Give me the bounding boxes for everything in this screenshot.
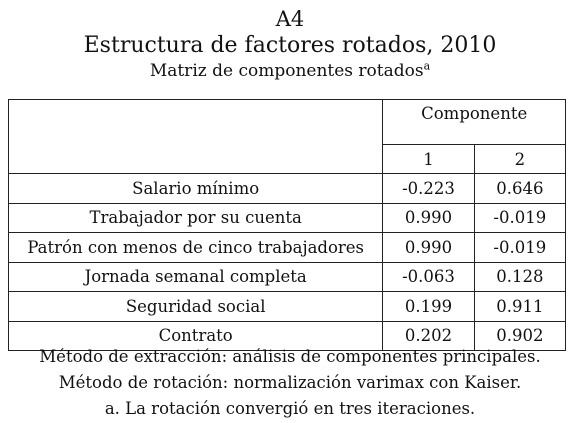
component-number-2: 2 <box>474 145 565 174</box>
loading-component-2: 0.646 <box>474 174 565 204</box>
loading-component-2: 0.902 <box>474 321 565 351</box>
document-header <box>0 0 580 82</box>
table-row <box>9 203 566 233</box>
variable-label: Patrón con menos de cinco trabajadores <box>9 233 383 263</box>
component-number-1: 1 <box>383 145 474 174</box>
note-rotation-method: Método de rotación: normalización varimax con Kaiser. <box>58 373 522 392</box>
variable-label: Jornada semanal completa <box>9 262 383 292</box>
variable-label: Trabajador por su cuenta <box>9 203 383 233</box>
loading-component-1: 0.199 <box>383 292 474 322</box>
loading-component-1: 0.202 <box>383 321 474 351</box>
table-title: Estructura de factores rotados, 2010 <box>83 33 497 58</box>
table-row <box>9 233 566 263</box>
table-notes <box>0 344 580 422</box>
table-row <box>9 292 566 322</box>
empty-header-cell <box>9 100 383 174</box>
header-row-component <box>9 100 566 145</box>
loading-component-1: -0.223 <box>383 174 474 204</box>
appendix-label: A4 <box>275 7 305 31</box>
loading-component-2: -0.019 <box>474 203 565 233</box>
component-header: Componente <box>383 100 566 145</box>
note-extraction-method: Método de extracción: análisis de componentes principales. <box>39 347 541 366</box>
loading-component-2: 0.911 <box>474 292 565 322</box>
table-subtitle <box>0 60 580 82</box>
subtitle-text: Matriz de componentes rotados <box>149 61 424 81</box>
loading-component-2: 0.128 <box>474 262 565 292</box>
loading-component-1: 0.990 <box>383 203 474 233</box>
table-row <box>9 174 566 204</box>
footnote-marker: a <box>423 59 431 73</box>
loading-component-2: -0.019 <box>474 233 565 263</box>
note-convergence: a. La rotación convergió en tres iteraciones. <box>104 399 476 418</box>
table-row <box>9 262 566 292</box>
rotated-component-matrix <box>8 99 566 351</box>
loading-component-1: -0.063 <box>383 262 474 292</box>
variable-label: Salario mínimo <box>9 174 383 204</box>
variable-label: Contrato <box>9 321 383 351</box>
loading-component-1: 0.990 <box>383 233 474 263</box>
variable-label: Seguridad social <box>9 292 383 322</box>
